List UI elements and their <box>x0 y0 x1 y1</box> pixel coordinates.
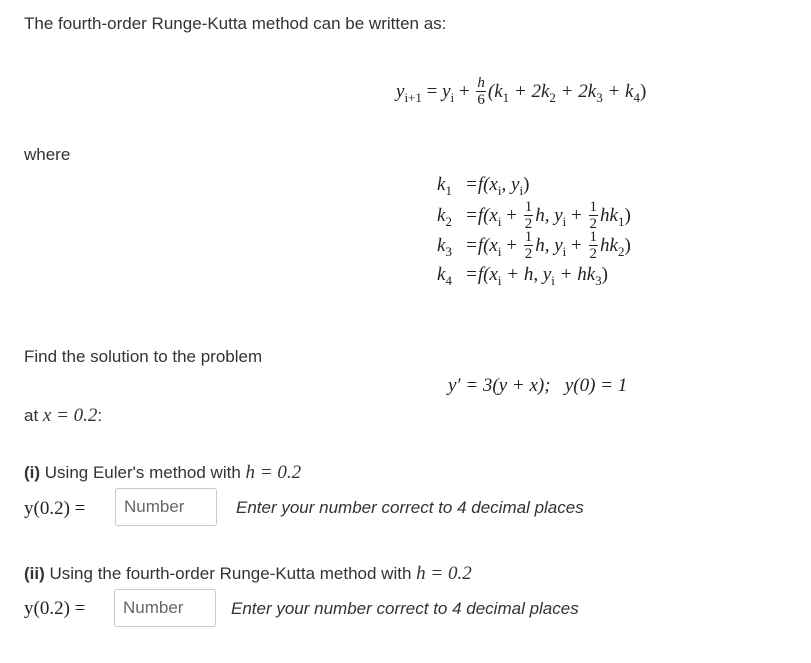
formula-term: (k <box>487 80 503 102</box>
fraction-h-over-6 <box>476 75 486 108</box>
part-ii-label: (ii) <box>24 564 45 583</box>
at-x-math: x = 0.2 <box>42 405 98 426</box>
eq-term: =f(x <box>465 204 498 226</box>
part-i-text: Using Euler's method with <box>40 463 246 482</box>
part-ii-hint: Enter your number correct to 4 decimal places <box>231 599 579 618</box>
eq-sub: i <box>497 243 502 259</box>
part-i-hint: Enter your number correct to 4 decimal places <box>236 498 584 517</box>
eq-term: , y <box>501 174 520 195</box>
ode-initial-condition: y(0) = 1 <box>564 375 628 396</box>
frac-num: 1 <box>589 199 597 215</box>
frac-den: 6 <box>477 92 485 108</box>
formula-sub: i+1 <box>404 89 422 105</box>
formula-term: + k <box>607 80 634 102</box>
ode-lhs: y′ = 3(y + x); <box>448 375 551 396</box>
eq-sub: i <box>519 183 524 198</box>
ode-equation <box>448 376 627 395</box>
k2-equation: $k_2 =f(x_i$ + $\frac{1}{2}$ h, $y_i$ + $\frac{1}{2}$ $hk_1$) <box>437 199 631 232</box>
formula-sub: 1 <box>502 89 510 105</box>
eq-term: ) <box>523 174 530 195</box>
fraction-half <box>524 229 534 262</box>
k-sub: 4 <box>445 273 452 288</box>
eq-term: + hk <box>559 264 596 285</box>
frac-den: 2 <box>589 246 597 262</box>
k-sub: 2 <box>445 213 452 229</box>
formula-sub: 3 <box>596 89 603 105</box>
frac-num: 1 <box>589 229 597 245</box>
eq-term: h, y <box>535 234 563 256</box>
frac-den: 2 <box>524 246 533 262</box>
find-text: Find the solution to the problem <box>24 347 263 366</box>
formula-op: ) <box>639 80 647 102</box>
k-sub: 3 <box>445 243 452 259</box>
part-i-question <box>24 462 301 484</box>
eq-sub: i <box>562 243 567 259</box>
part-ii-text: Using the fourth-order Runge-Kutta method with <box>44 564 417 583</box>
eq-term: =f(x <box>465 264 498 285</box>
eq-term: hk <box>600 204 618 226</box>
eq-sub: i <box>497 183 502 198</box>
fraction-half <box>589 199 599 232</box>
k-var: k <box>437 174 446 195</box>
eq-sub: 2 <box>617 243 625 259</box>
frac-num: h <box>477 75 485 91</box>
k-var: k <box>437 264 446 285</box>
part-i-label: (i) <box>24 463 41 482</box>
eq-term: + h, y <box>506 264 552 285</box>
k4-equation <box>437 260 631 290</box>
eq-sub: 3 <box>595 273 602 288</box>
formula-sub: 2 <box>549 89 556 105</box>
eq-term: =f(x <box>465 234 498 256</box>
k3-equation: $k_3 =f(x_i$ + $\frac{1}{2}$ h, $y_i$ + $\frac{1}{2}$ $hk_2$) <box>437 229 631 262</box>
part-ii-math: h = 0.2 <box>416 563 472 584</box>
eq-term: ) <box>624 234 631 256</box>
intro-text: The fourth-order Runge-Kutta method can be written as: <box>24 14 447 33</box>
at-prefix: at <box>24 406 43 425</box>
k-var: k <box>437 204 446 226</box>
part-i-answer-input[interactable] <box>115 488 217 526</box>
eq-term: =f(x <box>465 174 498 195</box>
formula-sub: i <box>450 89 455 105</box>
eq-sub: i <box>497 213 502 229</box>
eq-term: h, y <box>535 204 563 226</box>
part-i-answer-label: y(0.2) = <box>24 498 86 519</box>
eq-sub: i <box>562 213 567 229</box>
formula-term: + 2k <box>513 80 550 102</box>
at-suffix: : <box>97 406 103 425</box>
fraction-half <box>524 199 534 232</box>
eq-sub: i <box>551 273 555 288</box>
formula-sub: 4 <box>633 89 640 105</box>
formula-op: + <box>458 80 470 102</box>
k1-equation <box>437 170 631 200</box>
rk-formula <box>396 76 646 109</box>
formula-term: + 2k <box>560 80 597 102</box>
k-equations <box>437 170 631 290</box>
at-x-text <box>24 405 102 427</box>
part-ii-question <box>24 563 472 585</box>
frac-den: 2 <box>589 216 597 232</box>
formula-var: y <box>396 80 405 102</box>
part-ii-answer-input[interactable] <box>114 589 216 627</box>
frac-num: 1 <box>524 229 533 245</box>
part-ii-answer-label: y(0.2) = <box>24 598 86 619</box>
eq-term: hk <box>600 234 618 256</box>
eq-term: ) <box>601 264 608 285</box>
eq-term: ) <box>624 204 631 226</box>
frac-num: 1 <box>524 199 533 215</box>
formula-op: = <box>426 80 438 102</box>
frac-den: 2 <box>524 216 533 232</box>
formula-var: y <box>442 80 451 102</box>
where-text: where <box>24 145 71 164</box>
k-var: k <box>437 234 446 256</box>
eq-sub: 1 <box>617 213 625 229</box>
fraction-half <box>589 229 599 262</box>
k-sub: 1 <box>445 183 452 198</box>
part-i-math: h = 0.2 <box>245 462 302 483</box>
eq-sub: i <box>497 273 502 288</box>
